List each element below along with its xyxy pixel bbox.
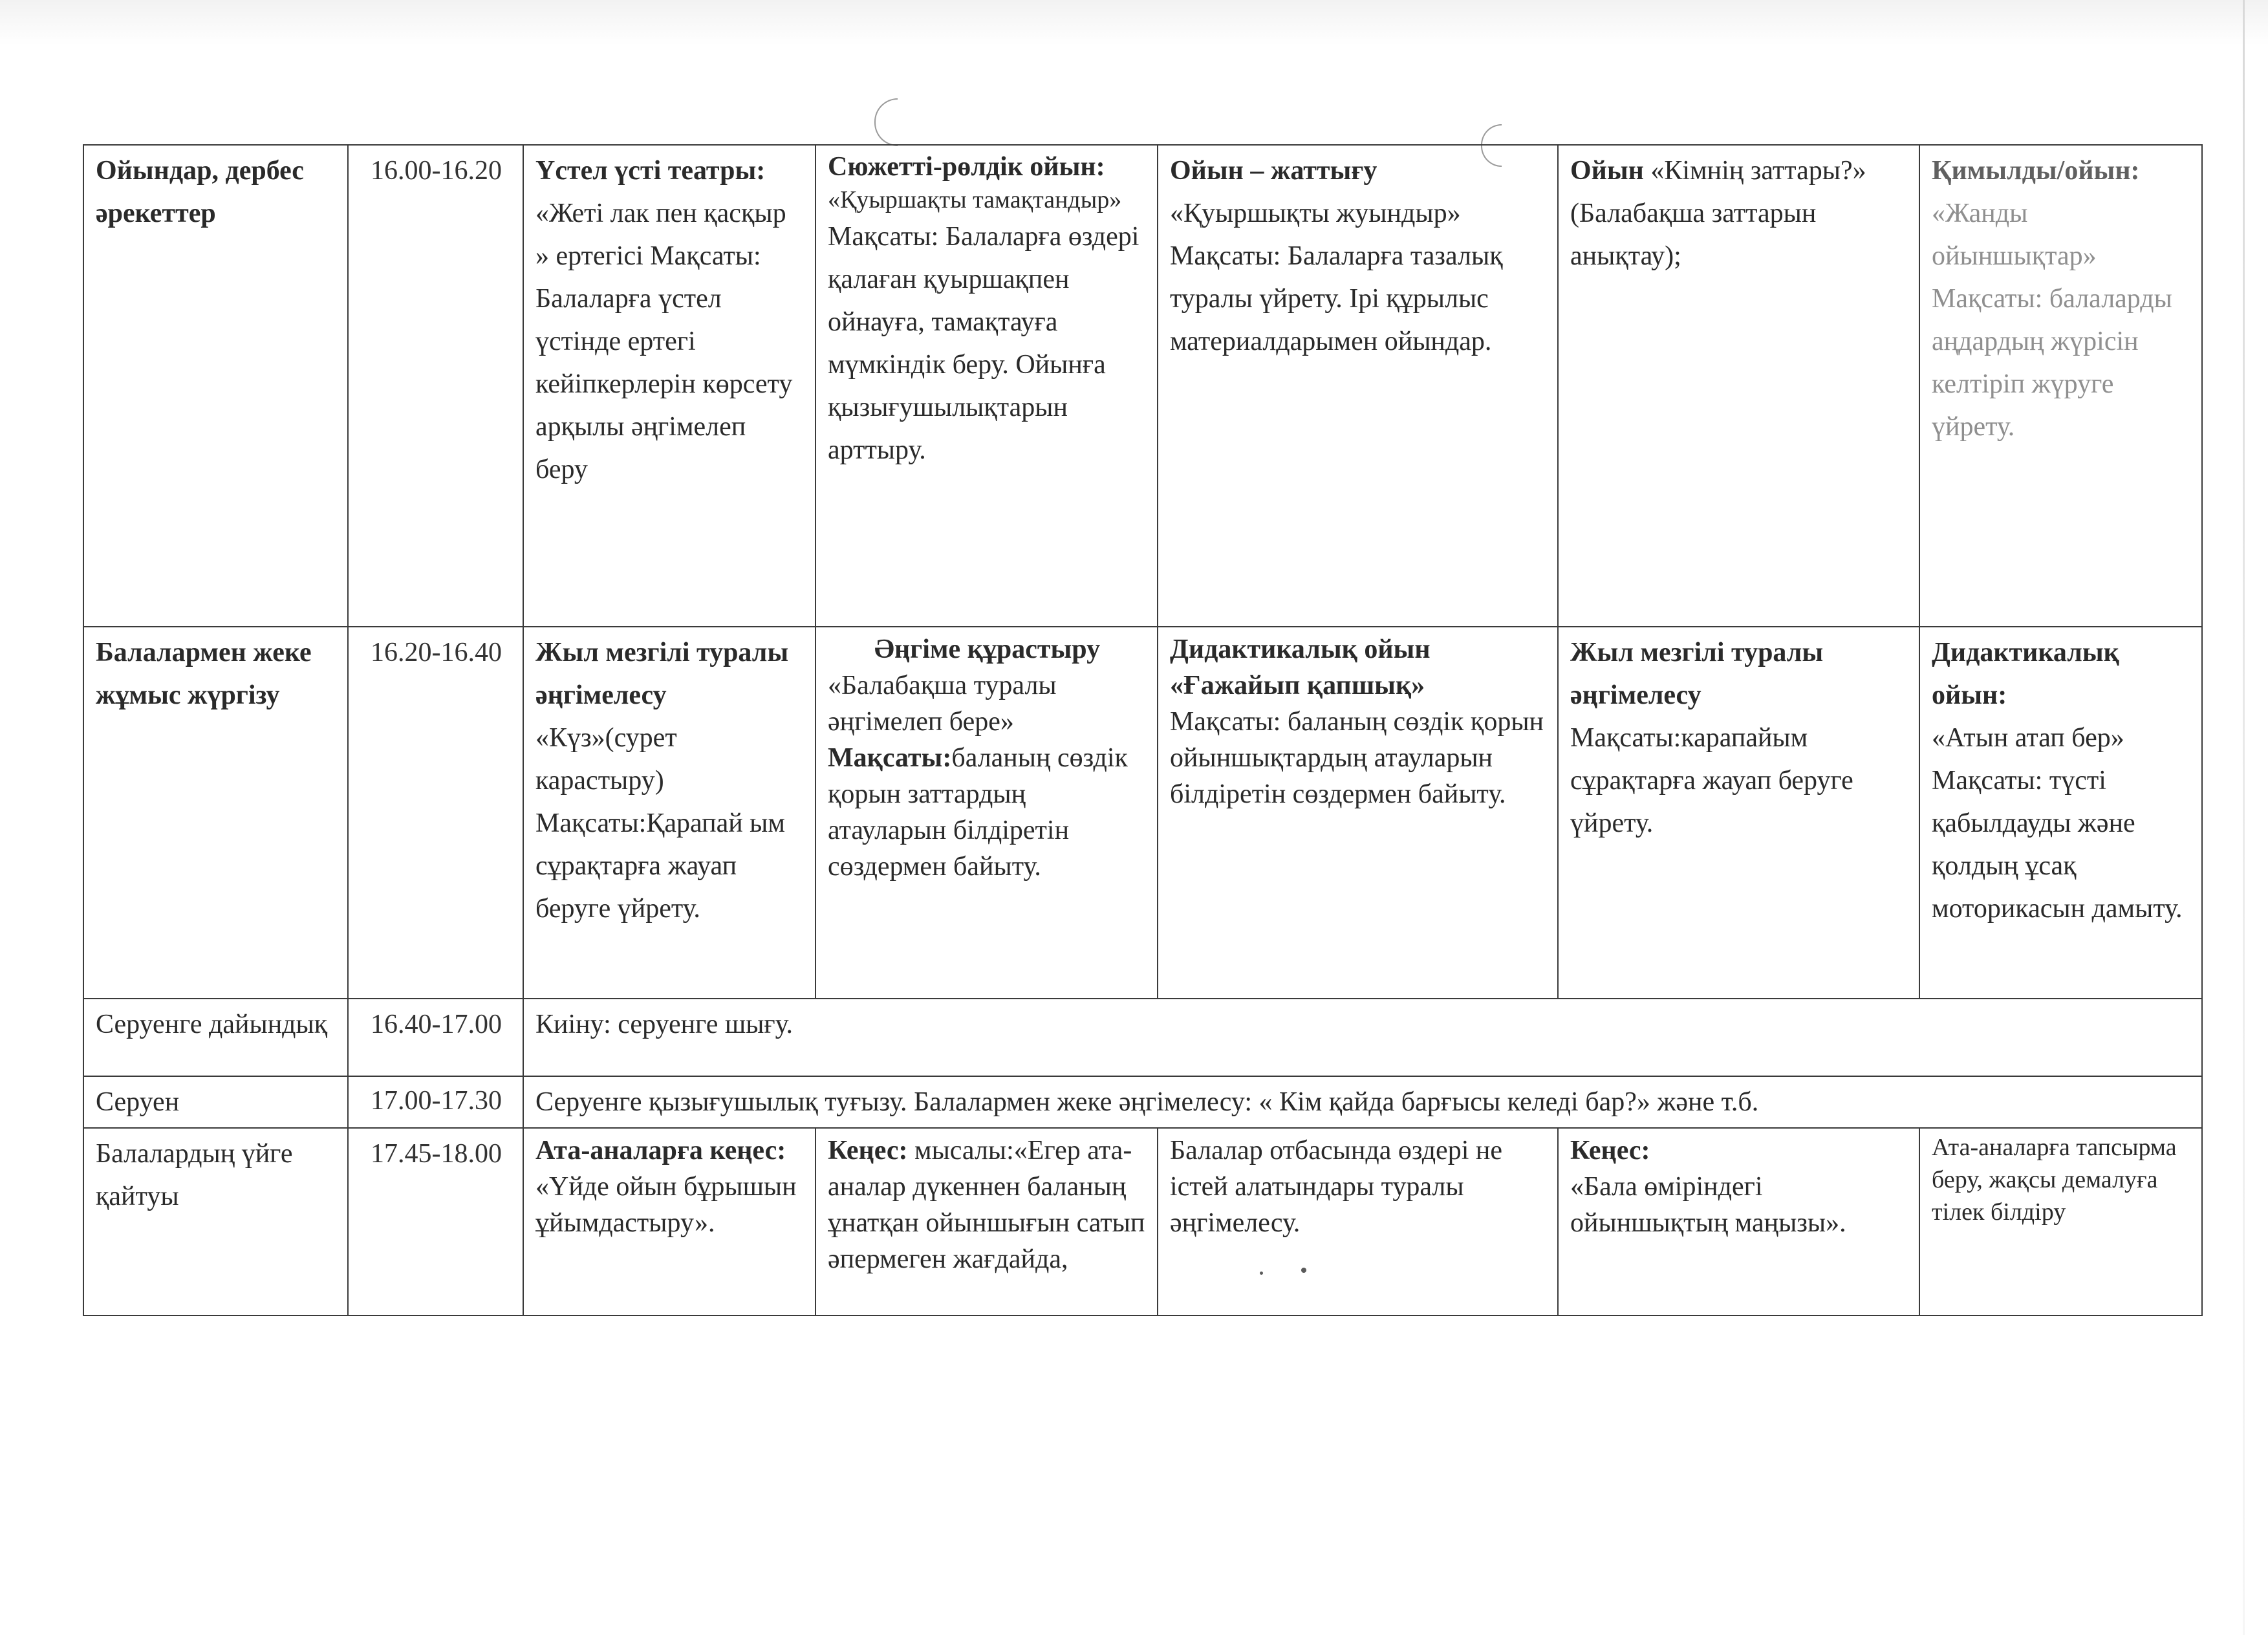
plan-cell: Қимылды/ойын: «Жанды ойыншықтар» Мақсаты: балаларды аңдардың жүрісін келтіріп жүруге үйрету.	[1919, 145, 2202, 627]
plan-cell: Әңгіме құрастыру «Балабақша туралы әңгімелеп бере» Мақсаты:баланың сөздік қорын заттардың атауларын білдіретін сөздермен байыту.	[815, 627, 1158, 999]
activity-cell: Балалардың үйге қайтуы	[83, 1128, 348, 1316]
scan-edge-right	[2243, 0, 2245, 1635]
plan-cell: Кеңес: мысалы:«Егер ата-аналар дүкеннен баланың ұнатқан ойыншығын сатып әпермеген жағдайда,	[815, 1128, 1158, 1316]
plan-cell: Ата-аналарға тапсырма беру, жақсы демалуға тілек білдіру	[1919, 1128, 2202, 1316]
plan-cell: Жыл мезгілі туралы әңгімелесу Мақсаты:карапайым сұрақтарға жауап беруге үйрету.	[1558, 627, 1919, 999]
plan-cell: Ойын – жаттығу «Қуыршықты жуындыр» Мақсаты: Балаларға тазалық туралы үйрету. Ірі құрылыс материалдарымен ойындар.	[1158, 145, 1558, 627]
table-row	[83, 999, 2202, 1076]
plan-cell: Дидактикалық ойын: «Атын атап бер» Мақсаты: түсті қабылдауды және қолдың ұсақ моторикасын дамыту.	[1919, 627, 2202, 999]
plan-cell: Сюжетті-рөлдік ойын: «Қуыршақты тамақтандыр» Мақсаты: Балаларға өздері қалаған қуыршақпен ойнауға, тамақтауға мүмкіндік беру. Ойынға қызығушылықтарын арттыру.	[815, 145, 1158, 627]
plan-cell: Ойын «Кімнің заттары?» (Балабақша заттарын анықтау);	[1558, 145, 1919, 627]
time-cell: 16.00-16.20	[348, 145, 523, 627]
table-row	[83, 145, 2202, 627]
plan-cell: Үстел үсті театры: «Жеті лак пен қасқыр » ертегісі Мақсаты: Балаларға үстел үстінде ертегі кейіпкерлерін көрсету арқылы әңгімелеп беру	[523, 145, 815, 627]
table-row	[83, 1128, 2202, 1316]
plan-cell: Ата-аналарға кеңес: «Үйде ойын бұрышын ұйымдастыру».	[523, 1128, 815, 1316]
scan-speck	[1260, 1272, 1263, 1275]
activity-cell: Ойындар, дербес әрекеттер	[83, 145, 348, 627]
time-cell: 17.45-18.00	[348, 1128, 523, 1316]
punch-hole-mark	[874, 98, 898, 146]
time-cell: 17.00-17.30	[348, 1076, 523, 1128]
time-cell: 16.40-17.00	[348, 999, 523, 1076]
table-row	[83, 1076, 2202, 1128]
activity-cell: Серуен	[83, 1076, 348, 1128]
daily-plan-table	[83, 144, 2203, 1316]
span-cell: Серуенге қызығушылық туғызу. Балалармен жеке әңгімелесу: « Кім қайда барғысы келеді бар?» және т.б.	[523, 1076, 2202, 1128]
activity-cell: Балалармен жеке жұмыс жүргізу	[83, 627, 348, 999]
time-cell: 16.20-16.40	[348, 627, 523, 999]
plan-cell: Жыл мезгілі туралы әңгімелесу «Күз»(сурет карастыру) Мақсаты:Қарапай ым сұрақтарға жауап беруге үйрету.	[523, 627, 815, 999]
table-row	[83, 627, 2202, 999]
plan-cell: Кеңес: «Бала өміріндегі ойыншықтың маңызы».	[1558, 1128, 1919, 1316]
plan-cell: Балалар отбасында өздері не істей алатындары туралы әңгімелесу.	[1158, 1128, 1558, 1316]
activity-cell: Серуенге дайындық	[83, 999, 348, 1076]
scan-speck	[1301, 1268, 1306, 1273]
scan-shading-top	[0, 0, 2268, 45]
plan-cell: Дидактикалық ойын «Ғажайып қапшық» Мақсаты: баланың сөздік қорын ойыншықтардың атауларын білдіретін сөздермен байыту.	[1158, 627, 1558, 999]
span-cell: Киіну: серуенге шығу.	[523, 999, 2202, 1076]
